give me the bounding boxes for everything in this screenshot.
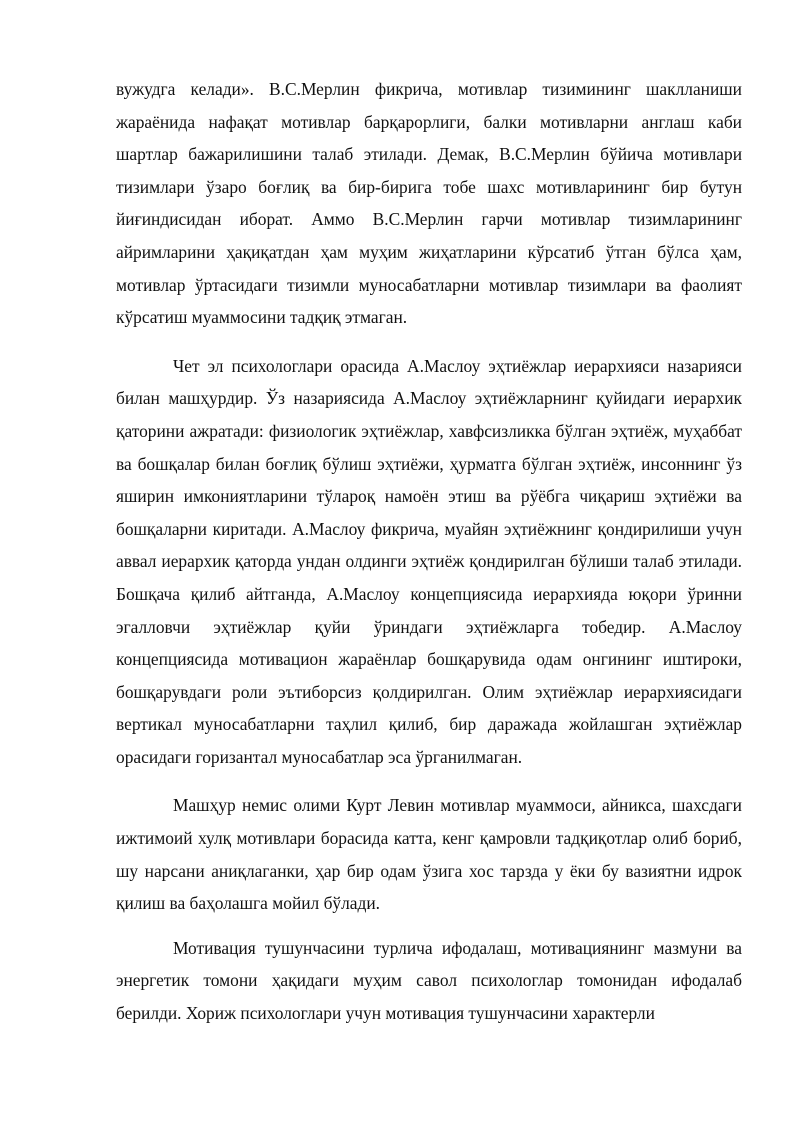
paragraph-3: Машҳур немис олими Курт Левин мотивлар муаммоси, айникса, шахсдаги ижтимоий хулқ мотивлари борасида катта, кенг қамровли тадқиқотлар олиб бориб, шу нарсани аниқлаганки, ҳар бир одам ўзига хос тарзда у ёки бу вазиятни идрок қилиш ва баҳолашга мойил бўлади. — [116, 795, 742, 914]
paragraph-2: Чет эл психологлари орасида А.Маслоу эҳтиёжлар иерархияси назарияси билан машҳурдир. Ўз назариясида А.Маслоу эҳтиёжларнинг қуйидаги иерархик қаторини ажратади: физиологик эҳтиёжлар, хавфсизликка бўлган эҳтиёж, муҳаббат ва бошқалар билан боғлиқ бўлиш эҳтиёжи, ҳурматга бўлган эҳтиёж, инсоннинг ўз яширин имкониятларини тўларoқ намоён этиш ва рўёбга чиқариш эҳтиёжи ва бошқаларни киритади. А.Маслоу фикрича, муайян эҳтиёжнинг қондирилиши учун аввал иерархик қаторда ундан олдинги эҳтиёж қондирилган бўлиши талаб этилади. Бошқача қилиб айтганда, А.Маслоу концепциясида иерархияда юқори ўринни эгалловчи эҳтиёжлар қуйи ўриндаги эҳтиёжларга тобедир. А.Маслоу концепциясида мотивацион жараёнлар бошқарувида одам онгининг иштироки, бошқарувдаги роли эътиборсиз қолдирилган. Олим эҳтиёжлар иерархиясидаги вертикал муносабатларни таҳлил қилиб, бир даражада жойлашган эҳтиёжлар орасидаги горизантал муносабатлар эса ўрганилмаган. — [116, 355, 742, 767]
document-page — [116, 73, 742, 1030]
paragraph-4: Мотивация тушунчасини турлича ифодалаш, мотивациянинг мазмуни ва энергетик томони ҳақидаги муҳим савол психологлар томонидан ифодалаб берилди. Хориж психологлари учун мотивация тушунчасини характерли — [116, 937, 742, 1024]
paragraph-1: вужудга келади». В.С.Мерлин фикрича, мотивлар тизимининг шаклланиши жараёнида нафақат мотивлар барқарорлиги, балки мотивларни англаш каби шартлар бажарилишини талаб этилади. Демак, В.С.Мерлин бўйича мотивлари тизимлари ўзаро боғлиқ ва бир-бирига тобе шахс мотивларининг бир бутун йиғиндисидан иборат. Аммо В.С.Мерлин гарчи мотивлар тизимларининг айримларини ҳақиқатдан ҳам муҳим жиҳатларини кўрсатиб ўтган бўлса ҳам, мотивлар ўртасидаги тизимли муносабатларни мотивлар тизимлари ва фаолият кўрсатиш муаммосини тадқиқ этмаган. — [116, 79, 742, 328]
